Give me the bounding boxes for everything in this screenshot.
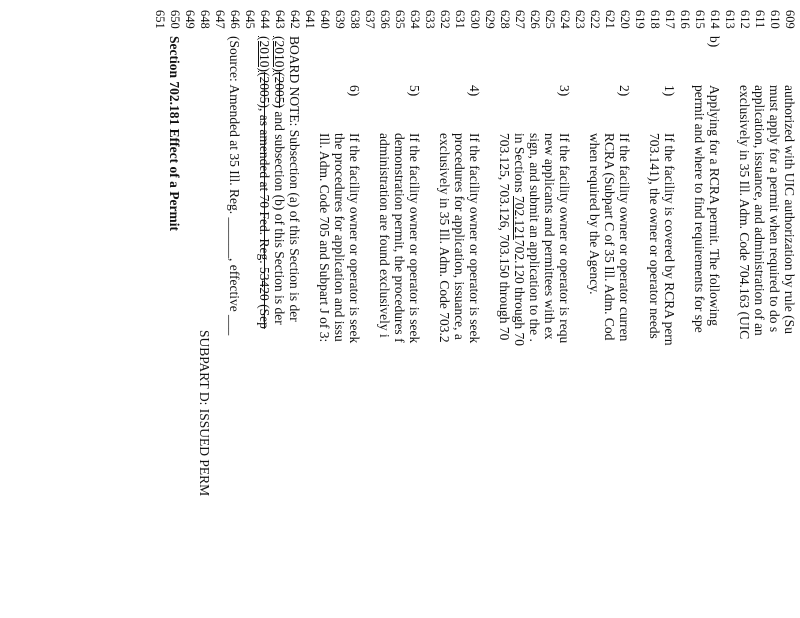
line-number: 628 [498, 10, 512, 29]
line-text: Ill. Adm. Code 705 and Subpart J of 3: [317, 133, 332, 343]
line-613 [722, 0, 737, 618]
line-626 [527, 0, 542, 618]
line-637 [362, 0, 377, 618]
line-609 [782, 0, 797, 618]
line-number: 630 [468, 10, 482, 29]
line-650 [167, 0, 182, 618]
line-text: If the facility owner or operator is seek [467, 133, 482, 344]
line-610 [767, 0, 782, 618]
line-text: BOARD NOTE: Subsection (a) of this Section is der [287, 36, 302, 322]
line-text: exclusively in 35 Ill. Adm. Code 704.163 (UIC [737, 85, 752, 340]
line-text: sign, and submit an application to the . [527, 133, 542, 342]
line-number: 618 [648, 10, 662, 29]
line-635 [392, 0, 407, 618]
line-text: 703.125, 703.126, 703.150 through 70 [497, 133, 512, 341]
line-646 [227, 0, 242, 618]
line-629 [482, 0, 497, 618]
line-number: 640 [318, 10, 332, 29]
line-647 [212, 0, 227, 618]
line-number: 635 [393, 10, 407, 29]
line-number: 613 [723, 10, 737, 29]
line-number: 627 [513, 10, 527, 29]
line-621 [602, 0, 617, 618]
line-number: 632 [438, 10, 452, 29]
line-text: when required by the Agency. [587, 133, 602, 295]
line-text: permit and where to find requirements for spe [692, 85, 707, 333]
line-612 [737, 0, 752, 618]
line-627 [512, 0, 527, 618]
subpart-heading: SUBPART D: ISSUED PERM [197, 330, 212, 497]
blank-field: ______ [227, 217, 242, 258]
line-649 [182, 0, 197, 618]
line-text: If the facility owner or operator is requ [557, 133, 572, 344]
line-631 [452, 0, 467, 618]
line-text: authorized with UIC authorization by rule (Su [782, 85, 797, 334]
line-text: If the facility owner or operator curren [617, 133, 632, 342]
inserted-text: (2010) [272, 36, 287, 72]
line-text: 703.141), the owner or operator needs [647, 133, 662, 339]
line-628 [497, 0, 512, 618]
line-number: 611 [753, 10, 767, 29]
section-heading: Section 702.181 Effect of a Permit [167, 36, 182, 231]
line-643 [272, 0, 287, 618]
line-text [272, 36, 287, 325]
subsection-label: 6) [347, 85, 362, 97]
line-615 [692, 0, 707, 618]
line-text [512, 133, 527, 346]
inserted-text: 702.121 [512, 196, 527, 240]
line-text-part: (Source: Amended at 35 Ill. Reg. [227, 36, 242, 218]
line-633 [422, 0, 437, 618]
line-648 [197, 0, 212, 618]
subsection-label: b) [707, 36, 722, 48]
line-number: 614 [708, 10, 722, 29]
line-text: If the facility is covered by RCRA pern [662, 133, 677, 346]
line-number: 646 [228, 10, 242, 29]
line-638 [347, 0, 362, 618]
line-text: If the facility owner or operator is seek [407, 133, 422, 344]
line-number: 625 [543, 10, 557, 29]
line-number: 633 [423, 10, 437, 29]
line-number: 637 [363, 10, 377, 29]
inserted-text: (2010) [257, 36, 272, 72]
line-611 [752, 0, 767, 618]
subsection-label: 1) [662, 85, 677, 97]
line-text [227, 36, 242, 335]
line-text: Applying for a RCRA permit. The following [707, 85, 722, 326]
line-630 [467, 0, 482, 618]
line-number: 612 [738, 10, 752, 29]
line-number: 616 [678, 10, 692, 29]
line-text: If the facility owner or operator is seek [347, 133, 362, 344]
line-text: the procedures for application and issu [332, 133, 347, 342]
line-number: 615 [693, 10, 707, 29]
line-number: 647 [213, 10, 227, 29]
line-619 [632, 0, 647, 618]
line-642 [287, 0, 302, 618]
line-651 [152, 0, 167, 618]
line-624 [557, 0, 572, 618]
line-number: 617 [663, 10, 677, 29]
deleted-text: (2005), as amended at 70 Fed. Reg. 53420 (Sep [257, 72, 272, 329]
line-text: application, issuance, and administration of an [752, 85, 767, 336]
line-623 [572, 0, 587, 618]
line-text: exclusively in 35 Ill. Adm. Code 703.2 [437, 133, 452, 343]
line-text: procedures for application, issuance, a [452, 133, 467, 340]
line-number: 629 [483, 10, 497, 29]
line-text: RCRA (Subpart C of 35 Ill. Adm. Cod [602, 133, 617, 341]
line-620 [617, 0, 632, 618]
line-number: 650 [168, 10, 182, 29]
line-text-part: 702.120 through 70 [512, 239, 527, 346]
line-number: 623 [573, 10, 587, 29]
line-number: 634 [408, 10, 422, 29]
line-616 [677, 0, 692, 618]
line-text: demonstration permit, the procedures f [392, 133, 407, 343]
line-number: 643 [273, 10, 287, 29]
line-number: 638 [348, 10, 362, 29]
line-640 [317, 0, 332, 618]
line-634 [407, 0, 422, 618]
line-text: must apply for a permit when required to do s [767, 85, 782, 333]
line-639 [332, 0, 347, 618]
line-text-part: , effective ___ [227, 257, 242, 336]
line-number: 636 [378, 10, 392, 29]
subsection-label: 5) [407, 85, 422, 97]
line-text: new applicants and permittees with ex [542, 133, 557, 340]
line-number: 651 [153, 10, 167, 29]
line-number: 644 [258, 10, 272, 29]
line-number: 645 [243, 10, 257, 29]
line-text-part: and subsection (b) of this Section is der [272, 108, 287, 325]
line-number: 620 [618, 10, 632, 29]
line-618 [647, 0, 662, 618]
line-number: 631 [453, 10, 467, 29]
line-641 [302, 0, 317, 618]
line-625 [542, 0, 557, 618]
line-622 [587, 0, 602, 618]
line-632 [437, 0, 452, 618]
line-645 [242, 0, 257, 618]
line-number: 609 [783, 10, 797, 29]
line-number: 626 [528, 10, 542, 29]
line-number: 648 [198, 10, 212, 29]
line-number: 619 [633, 10, 647, 29]
subsection-label: 4) [467, 85, 482, 97]
line-644 [257, 0, 272, 618]
line-text-part: in Sections [512, 133, 527, 196]
line-number: 639 [333, 10, 347, 29]
line-614 [707, 0, 722, 618]
line-number: 624 [558, 10, 572, 29]
line-636 [377, 0, 392, 618]
deleted-text: (2005) [272, 72, 287, 108]
line-number: 621 [603, 10, 617, 29]
subsection-label: 3) [557, 85, 572, 97]
line-text [257, 36, 272, 329]
line-number: 642 [288, 10, 302, 29]
line-text: administration are found exclusively i [377, 133, 392, 338]
line-number: 649 [183, 10, 197, 29]
line-number: 641 [303, 10, 317, 29]
subsection-label: 2) [617, 85, 632, 97]
line-number: 610 [768, 10, 782, 29]
line-number: 622 [588, 10, 602, 29]
line-617 [662, 0, 677, 618]
